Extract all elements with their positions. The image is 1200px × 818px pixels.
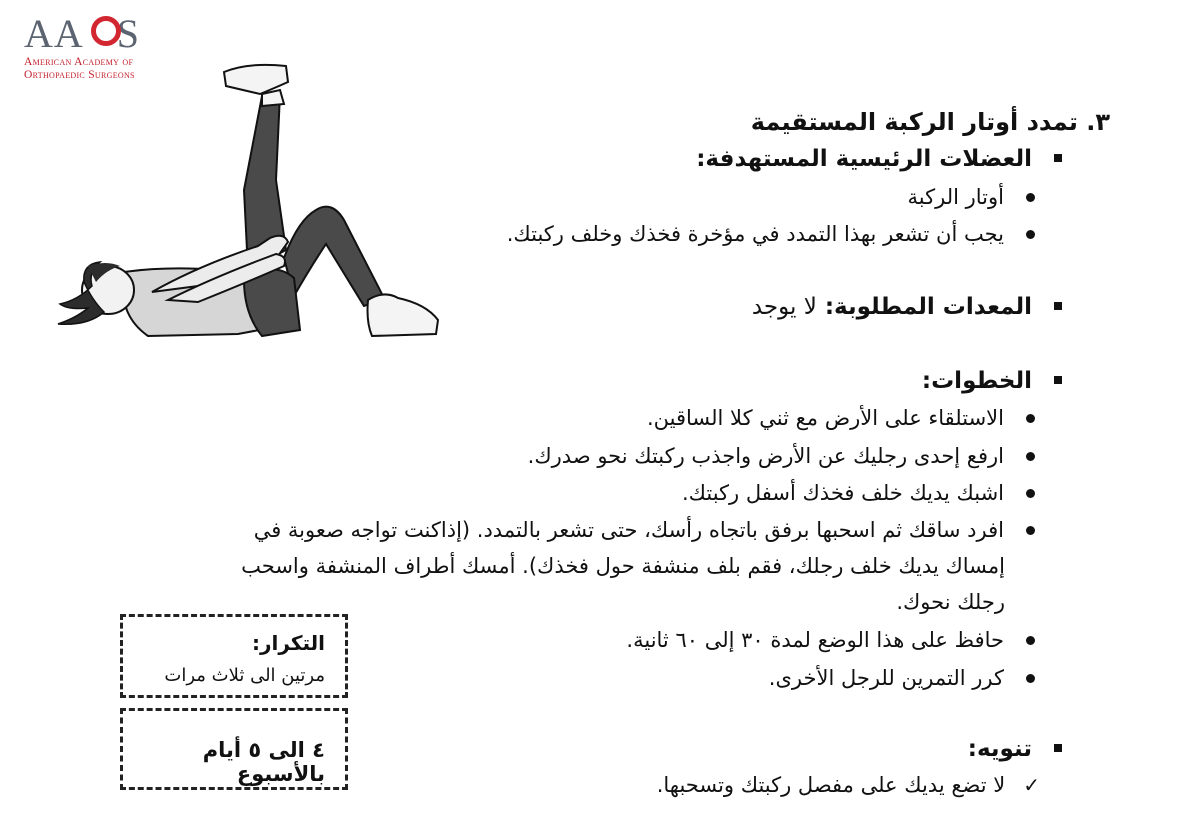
list-item: الاستلقاء على الأرض مع ثني كلا الساقين.: [647, 406, 1035, 430]
steps-heading: الخطوات:: [922, 368, 1062, 394]
list-item-continuation: رجلك نحوك.: [896, 590, 1005, 614]
caution-item: ✓لا تضع يديك على مفصل ركبتك وتسحبها.: [656, 773, 1040, 797]
bullet-icon: [1026, 414, 1035, 423]
repetitions-box: [120, 614, 348, 698]
list-item: حافظ على هذا الوضع لمدة ٣٠ إلى ٦٠ ثانية.: [626, 628, 1035, 652]
equipment-row: المعدات المطلوبة: لا يوجد: [752, 294, 1062, 320]
square-bullet-icon: [1054, 154, 1062, 162]
list-item-continuation: إمساك يديك خلف رجلك، فقم بلف منشفة حول فخذك). أمسك أطراف المنشفة واسحب: [241, 554, 1005, 578]
square-bullet-icon: [1054, 302, 1062, 310]
caution-heading: تنويه:: [968, 736, 1062, 762]
bullet-icon: [1026, 230, 1035, 239]
repetitions-title: التكرار:: [252, 631, 325, 655]
bullet-icon: [1026, 636, 1035, 645]
bullet-icon: [1026, 489, 1035, 498]
list-item: ارفع إحدى رجليك عن الأرض واجذب ركبتك نحو صدرك.: [528, 444, 1035, 468]
list-item: أوتار الركبة: [908, 185, 1035, 209]
logo-line-2: Orthopaedic Surgeons: [24, 69, 135, 81]
muscles-heading: العضلات الرئيسية المستهدفة:: [696, 146, 1062, 172]
bullet-icon: [1026, 452, 1035, 461]
checkmark-icon: ✓: [1023, 773, 1040, 797]
exercise-title: ٣. تمدد أوتار الركبة المستقيمة: [750, 108, 1110, 136]
repetitions-value: مرتين الى ثلاث مرات: [164, 665, 325, 686]
list-item: افرد ساقك ثم اسحبها برفق باتجاه رأسك، حتى تشعر بالتمدد. (إذاكنت تواجه صعوبة في: [254, 518, 1035, 542]
bullet-icon: [1026, 674, 1035, 683]
equipment-value: لا يوجد: [751, 294, 817, 320]
frequency-value: ٤ الى ٥ أيام بالأسبوع: [202, 738, 325, 786]
bullet-icon: [1026, 526, 1035, 535]
logo-letters: AA S: [24, 11, 141, 56]
list-item: اشبك يديك خلف فخذك أسفل ركبتك.: [682, 481, 1035, 505]
list-item: كرر التمرين للرجل الأخرى.: [769, 666, 1035, 690]
square-bullet-icon: [1054, 744, 1062, 752]
square-bullet-icon: [1054, 376, 1062, 384]
bullet-icon: [1026, 193, 1035, 202]
logo-line-1: American Academy of: [24, 56, 134, 68]
frequency-box: [120, 708, 348, 790]
list-item: يجب أن تشعر بهذا التمدد في مؤخرة فخذك وخلف ركبتك.: [507, 222, 1035, 246]
